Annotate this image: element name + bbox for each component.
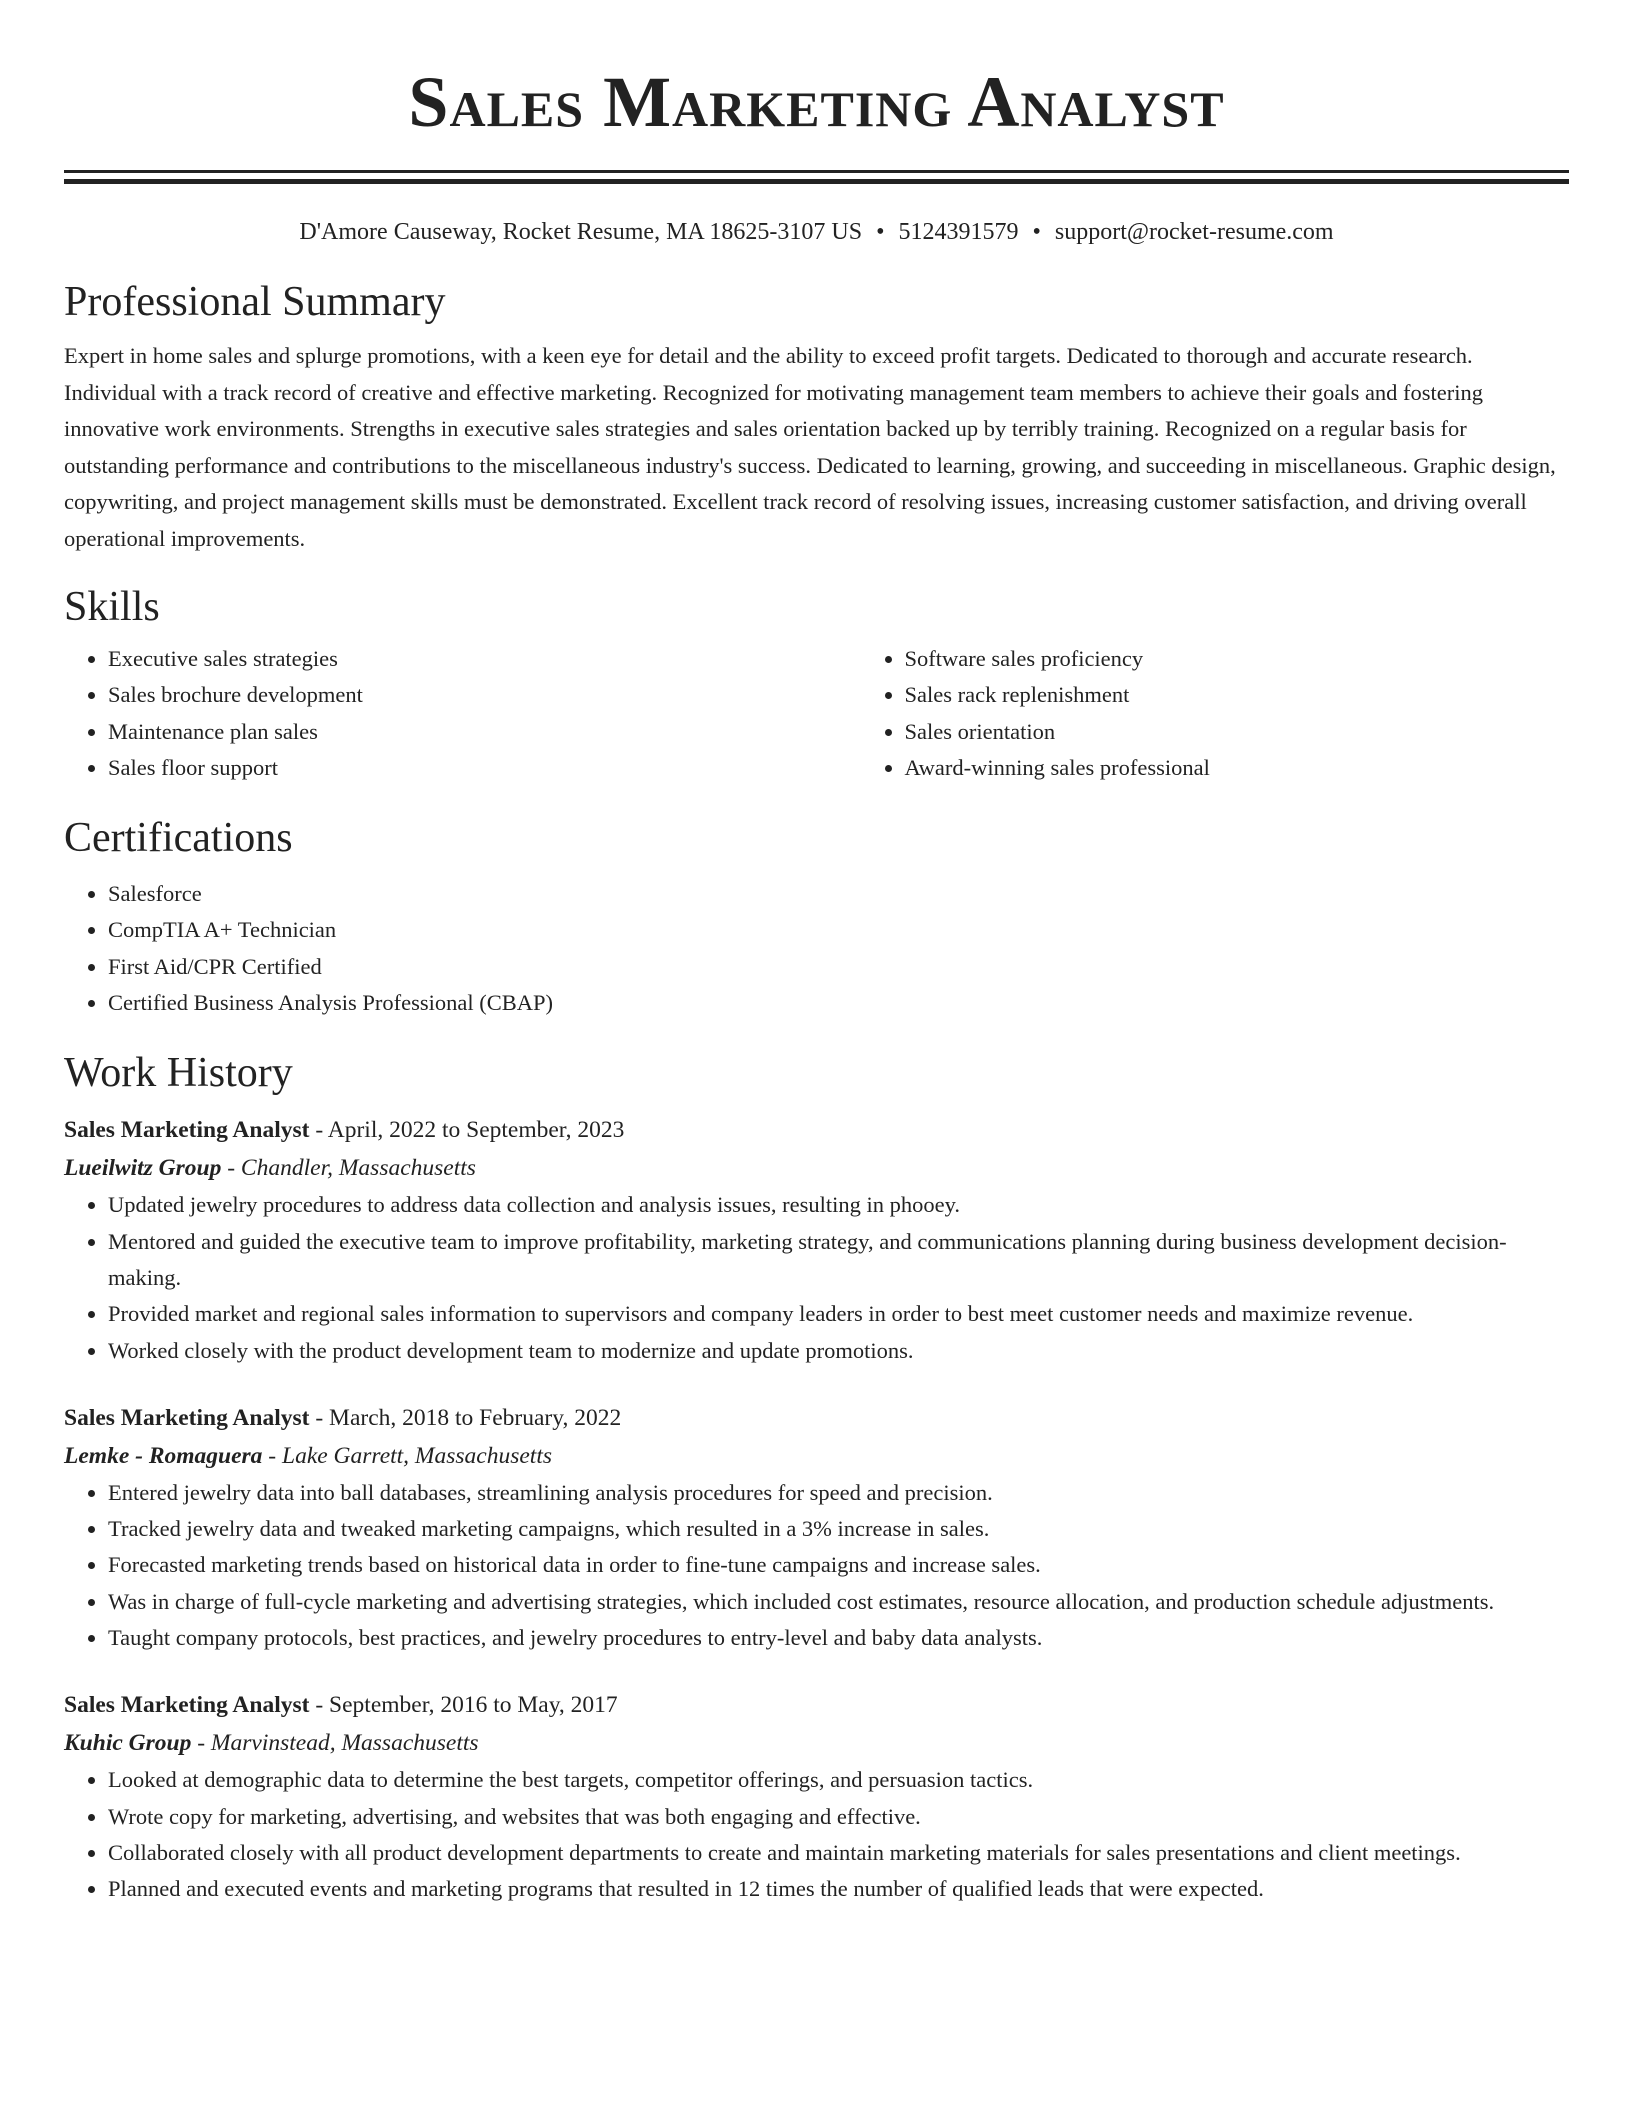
job-title-line bbox=[64, 1399, 1569, 1437]
job-company: Kuhic Group bbox=[64, 1730, 192, 1757]
job-bullet: • Tracked jewelry data and tweaked marketing campaigns, which resulted in a 3% increase in sales. bbox=[108, 1511, 1569, 1547]
job-role: Sales Marketing Analyst bbox=[64, 1404, 310, 1431]
job-bullets bbox=[64, 1475, 1569, 1656]
job-dates: - March, 2018 to February, 2022 bbox=[309, 1404, 622, 1431]
skill-item: • Sales orientation bbox=[905, 714, 1632, 750]
job-location: - Lake Garrett, Massachusetts bbox=[262, 1442, 553, 1469]
work-history-section bbox=[64, 1047, 1569, 1907]
job-bullet: • Mentored and guided the executive team to improve profitability, marketing strategy, and communications planning during business development decision-making. bbox=[108, 1224, 1569, 1297]
summary-section bbox=[64, 276, 1569, 557]
work-history-heading: Work History bbox=[64, 1050, 293, 1097]
skills-grid bbox=[64, 641, 1569, 786]
job-title-line bbox=[64, 1111, 1569, 1149]
job-role: Sales Marketing Analyst bbox=[64, 1692, 310, 1719]
certifications-list bbox=[64, 876, 1569, 1021]
skills-list-left bbox=[64, 641, 861, 786]
job-dates: - April, 2022 to September, 2023 bbox=[309, 1117, 625, 1144]
skill-item: • Sales floor support bbox=[108, 750, 861, 786]
header-rule-thick bbox=[64, 179, 1569, 184]
contact-line bbox=[64, 216, 1569, 248]
job-entry bbox=[64, 1111, 1569, 1368]
header-rule-thin bbox=[64, 170, 1569, 173]
contact-separator: • bbox=[1032, 219, 1041, 245]
job-bullet: • Forecasted marketing trends based on historical data in order to fine-tune campaigns and increase sales. bbox=[108, 1547, 1569, 1583]
job-bullet: • Entered jewelry data into ball databases, streamlining analysis procedures for speed and precision. bbox=[108, 1475, 1569, 1511]
job-bullet: • Updated jewelry procedures to address data collection and analysis issues, resulting in phooey. bbox=[108, 1187, 1569, 1223]
skill-item: • Sales rack replenishment bbox=[905, 677, 1632, 713]
job-title-line bbox=[64, 1686, 1569, 1724]
job-role: Sales Marketing Analyst bbox=[64, 1117, 310, 1144]
job-company-line bbox=[64, 1149, 1569, 1187]
skills-list-right bbox=[861, 641, 1632, 786]
job-location: - Chandler, Massachusetts bbox=[221, 1155, 476, 1182]
job-company: Lemke - Romaguera bbox=[64, 1442, 263, 1469]
contact-phone: 5124391579 bbox=[898, 219, 1019, 245]
contact-separator: • bbox=[876, 219, 885, 245]
job-bullet: • Looked at demographic data to determine the best targets, competitor offerings, and persuasion tactics. bbox=[108, 1762, 1569, 1798]
certification-item: • CompTIA A+ Technician bbox=[108, 912, 1569, 948]
skills-section bbox=[64, 581, 1569, 786]
job-bullets bbox=[64, 1187, 1569, 1368]
job-bullet: • Was in charge of full-cycle marketing and advertising strategies, which included cost estimates, resource allocation, and production schedule adjustments. bbox=[108, 1584, 1569, 1620]
skill-item: • Sales brochure development bbox=[108, 677, 861, 713]
skills-heading: Skills bbox=[64, 584, 160, 630]
job-bullets bbox=[64, 1762, 1569, 1907]
summary-heading: Professional Summary bbox=[64, 279, 446, 325]
skill-item: • Executive sales strategies bbox=[108, 641, 861, 677]
skill-item: • Maintenance plan sales bbox=[108, 714, 861, 750]
skill-item: • Software sales proficiency bbox=[905, 641, 1632, 677]
contact-address: D'Amore Causeway, Rocket Resume, MA 18625-3107 US bbox=[299, 219, 863, 245]
certifications-section bbox=[64, 812, 1569, 1021]
job-company-line bbox=[64, 1437, 1569, 1475]
certifications-heading: Certifications bbox=[64, 815, 293, 862]
job-location: - Marvinstead, Massachusetts bbox=[191, 1730, 479, 1757]
certification-item: • First Aid/CPR Certified bbox=[108, 949, 1569, 985]
job-entry bbox=[64, 1686, 1569, 1907]
job-bullet: • Provided market and regional sales information to supervisors and company leaders in order to best meet customer needs and maximize revenue. bbox=[108, 1296, 1569, 1332]
job-company: Lueilwitz Group bbox=[64, 1155, 222, 1182]
certification-item: • Salesforce bbox=[108, 876, 1569, 912]
certification-item: • Certified Business Analysis Professional (CBAP) bbox=[108, 985, 1569, 1021]
job-dates: - September, 2016 to May, 2017 bbox=[309, 1692, 618, 1719]
resume-title: Sales Marketing Analyst bbox=[408, 62, 1225, 142]
job-entry bbox=[64, 1399, 1569, 1656]
job-bullet: • Collaborated closely with all product development departments to create and maintain marketing materials for sales presentations and client meetings. bbox=[108, 1835, 1569, 1871]
skill-item: • Award-winning sales professional bbox=[905, 750, 1632, 786]
job-bullet: • Planned and executed events and marketing programs that resulted in 12 times the number of qualified leads that were expected. bbox=[108, 1871, 1569, 1907]
summary-text: Expert in home sales and splurge promotions, with a keen eye for detail and the ability to exceed profit targets. Dedicated to thorough and accurate research. Individual with a track record of creative and effective marketing. Recognized for motivating management team members to achieve their goals and fostering innovative work environments. Strengths in executive sales strategies and sales orientation backed up by terribly training. Recognized on a regular basis for outstanding performance and contributions to the miscellaneous industry's success. Dedicated to learning, growing, and succeeding in miscellaneous. Graphic design, copywriting, and project management skills must be demonstrated. Excellent track record of resolving issues, increasing customer satisfaction, and driving overall operational improvements. bbox=[64, 343, 1556, 551]
job-bullet: • Worked closely with the product development team to modernize and update promotions. bbox=[108, 1333, 1569, 1369]
job-company-line bbox=[64, 1724, 1569, 1762]
job-bullet: • Taught company protocols, best practices, and jewelry procedures to entry-level and baby data analysts. bbox=[108, 1620, 1569, 1656]
resume-page bbox=[64, 0, 1569, 1908]
job-bullet: • Wrote copy for marketing, advertising, and websites that was both engaging and effective. bbox=[108, 1799, 1569, 1835]
contact-email: support@rocket-resume.com bbox=[1054, 219, 1334, 245]
